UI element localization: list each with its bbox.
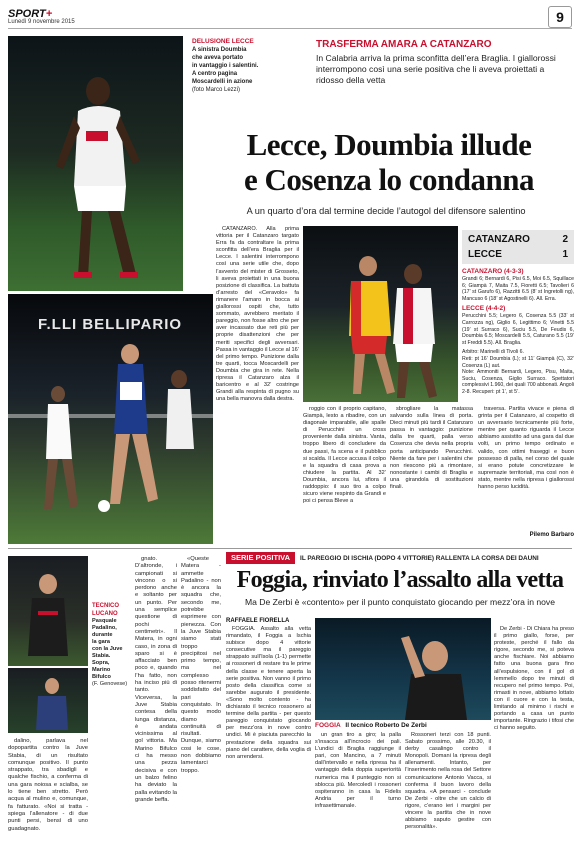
band-label: SERIE POSITIVA [226, 552, 295, 564]
team-score: 1 [562, 249, 568, 260]
column-text: dalino, parlava nel dopopartita contro la Juve Stabia, di un risultato comunque positivo. Il punto strappato, tra sbadigli e qualche fischio, a conferma di una gara noiosa e scialba, se lo tiene ben stretto. Però acqua al mulino e, comunque, fa fatturato. «Noi si tratta - spiega l’allenatore - di due punti persi, bensì di uno guadagnato. [8, 738, 88, 832]
caption-credit: (F. Genovese) [92, 681, 128, 687]
article-column [181, 556, 221, 836]
photo-bifulco [8, 668, 88, 733]
column-text: gnato. D’altronde, i campionati si vincono o si perdono anche e soltanto per un punto. Per una semplice questione di pochi centimetri». Il Matera, in ogni caso, in zona di sparo si è affacciato ben poco e, quando l’ha fatto, non ha inciso più di tanto. Viceversa, la Juve Stabia contesa della lunga distanza, è andata vicinissima al gol vittoria. Ma Marino Bifulco ci ha messo una pezza decisiva e con un balzo felino ha deviato la palla evitando la grande beffa. [135, 556, 177, 803]
article-subhead: Ma De Zerbi è «contento» per il punto conquistato giocando per mezz’ora in nove [244, 597, 556, 607]
column-text: De Zerbi - Di Chiara ha preso il primo giallo, forse, per proteste, perché il fallo da rigore, secondo me, si poteva anche fischiare. Noi abbiamo fatto una buona gara fino all’espulsione, con il gol di Iemmello dopo tre minuti di recupero nel primo tempo. Poi, rimasti in nove, abbiamo lottato con il cuore e con la testa, limitando al minimo i rischi e portando a casa un punto importante. Ringrazio i tifosi che ci hanno seguito. [494, 626, 574, 732]
section-band [226, 552, 574, 564]
lineup-title: LECCE (4-4-2) [462, 305, 506, 313]
column-text: sbrogliare la matassa salvando sulla linea di porta. Dieci minuti più tardi il Catanzaro passa in vantaggio: punizione dalla tre quarti, palla verso Cosenza che devia nella propria porta anticipando Perucchini. Niente da fare per i salentini che non riescono più a rimontare, nonostante i cambi di Braglia e una girandola di sostituzioni finali. [390, 406, 473, 491]
caption-line: la gara [92, 639, 111, 645]
column-text: un gran tiro a giro; la palla s’insacca all’incrocio dei pali. L’undici di Braglia raggiunge il pari, con Mancino, a 7 minuti dall’intervallo e nella ripresa ha il vantaggio della doppia superiorità numerica ma il punteggio non si sblocca più. Mercoledì i rossoneri ospiteranno in casa la Fidelis Andria per il turno infrasettimanale. [315, 732, 401, 809]
photo-caption-top [192, 38, 312, 94]
band-text: IL PAREGGIO DI ISCHIA (DOPO 4 VITTORIE) RALLENTA LA CORSA DEI DAUNI [300, 554, 539, 562]
photo-duel [303, 226, 458, 402]
article-kicker: TRASFERMA AMARA A CATANZARO [316, 39, 492, 50]
team-name: LECCE [468, 249, 502, 260]
article-headline: e Cosenza lo condanna [243, 162, 535, 197]
section-logo: SPORT+ [8, 8, 53, 20]
caption-line: A sinistra Doumbia [192, 47, 247, 53]
photo-caption-juve [92, 602, 132, 688]
article-column [8, 738, 88, 836]
article-column [135, 556, 177, 836]
caption-line: Stabia. [92, 653, 111, 659]
scoreboard-row [462, 230, 574, 247]
photo-padalino [8, 556, 88, 666]
caption-line: A centro pagina [192, 71, 238, 77]
caption-line: Sopra, [92, 660, 110, 666]
caption-line: Padalino, [92, 625, 117, 631]
stadium-board: F.LLI BELLIPARIO [38, 316, 183, 333]
caption-line: durante [92, 632, 113, 638]
referee: Arbitro: Marinelli di Tivoli 6. [462, 349, 524, 356]
match-report-box [462, 268, 574, 402]
section-divider [8, 548, 572, 549]
team-score: 2 [562, 234, 568, 245]
goals: Reti: pt 16’ Doumbia (L); st 11’ Giampà (C), 32’ Cosenza (L) aut. [462, 355, 574, 369]
column-text: roggio con il proprio capitano, Giampà, lesto a ribadire, con un diagonale imparabile, alle spalle di Perucchini un cross proveniente dalla sinistra. Vanta, troppo libero di concludere da due passi, fa scena e il pubblico si scalda. Il Lecce accusa il colpo e la squadra di casa prova a chiudere la partita. Al 32’ Doumbia, ancora lui, sfiora il raddoppio: il suo tiro a colpo sicuro viene respinto da Grandi e poi ci pensa Bleve a [303, 406, 386, 505]
column-text: Rossoneri terzi con 18 punti. Sabato prossimo, alle 20.30, il derby casalingo contro il Monopoli. Domani la ripresa degli allenamenti. Intanto, per l’inserimento nella rosa del Settore comunicazione Antonio Vacca, si conferma il buon lavoro della squadra. «A pensarci - conclude De Zerbi - oltre che un calcio di rigore, c’erano ieri i margini per vincere la partita che in nove abbiamo saputo gestire con personalità». [405, 732, 491, 831]
column-text: «Queste Matera - ammette Padalino - non è ancora la squadra che, secondo me, potrebbe esprimere con pienezza. Con la Juve Stabia siamo stati troppo precipitosi nel primo tempo, ma nel complesso posso ritenermi soddisfatto del pari conquistato. In questo modo diamo continuità di risultati. Dunque, siamo cosi le cose, non dobbiamo lamentarci troppo. [181, 556, 221, 774]
caption-line: Marino [92, 667, 111, 673]
caption-title: FOGGIA [315, 722, 341, 729]
lineup-text: Grandi 6; Bernardi 6, Pisi 6.5, Moi 6.5, Squillace 6; Giampà 7, Maita 7.5, Fioretti 6.5; Tavolieri 6 (17’ st Garufo 6), Razzitti 6.5 (8’ st Ingretolli ng), Mancuso 6 (18’ st Agostinelli 6). All. Erra. [462, 276, 574, 302]
article-column [478, 406, 574, 528]
column-text: traversa. Partita vivace e piena di grinta per il Catanzaro, al cospetto di un avversario tecnicamente più forte, mentre per quanto riguarda il Lecce abbiamo assistito ad una gara dal due volti, un primo tempo ordinato e valido, con ottimi fraseggi e buon possesso di palla, nel corso del quale si erano potute concretizzare le supremazie territoriali, ma così non è stato, mentre nella ripresa i giallorossi hanno perso lucidità. [478, 406, 574, 491]
caption-line: Moscardelli in azione [192, 79, 253, 85]
caption-text: Il tecnico Roberto De Zerbi [345, 722, 427, 729]
article-author: RAFFAELE FIORELLA [226, 618, 290, 624]
caption-line: in vantaggio i salentini. [192, 63, 259, 69]
article-column [494, 626, 574, 836]
scoreboard-row [462, 247, 574, 262]
article-column [303, 406, 386, 542]
lineup-text: Perucchini 5.5; Legero 6, Cosenza 5.5 (33’ st Carrozza ng), Giglio 6, Legittimo 6; Vinetti 5.5 (19’ st Surraco 6), Suciu 5.5, De Feudis 6, Doumbia 6.5; Moscardelli 5.5, Caturano 5.5 (19’ st Freddi 5.5). All. Braglia. [462, 313, 574, 346]
scoreboard [462, 230, 574, 264]
article-headline: Lecce, Doumbia illude [246, 127, 532, 162]
photo-caption-foggia [315, 722, 491, 730]
issue-date: Lunedì 9 novembre 2015 [8, 19, 75, 25]
notes: Note: Ammoniti Bernardi, Legero, Pisu, Maita, Suciu, Cosenza, Giglio Surraco. Spettatori complessivi 1.960, dei quali 700 abbonati. Angoli 2-8. Recuperi: pt 1’, st 5’. [462, 369, 574, 395]
lineup-title: CATANZARO (4-3-3) [462, 268, 524, 275]
article-column [216, 226, 299, 542]
photo-moscardelli [8, 294, 213, 544]
article-column [390, 406, 473, 542]
page-number: 9 [548, 6, 572, 28]
caption-line: Bifulco [92, 674, 111, 680]
caption-credit: (foto Marco Lezzi) [192, 87, 241, 93]
photo-doumbia [8, 36, 183, 291]
article-deck: In Calabria arriva la prima sconfitta dell’era Braglia. I giallorossi interrompono così una serie positiva che li aveva proiettati a ridosso della vetta [316, 53, 556, 85]
article-subhead: A un quarto d’ora dal termine decide l’autogol del difensore salentino [246, 206, 526, 216]
article-author: Pilemo Barbaro [529, 532, 574, 538]
column-text: CATANZARO. Alla prima vittoria per il Catanzaro targato Erra fa da contraltare la prima sconfitta dell’era Braglia per il Lecce. I salentini interrompono così una serie utile che, dopo l’avvento del mister di Grosseto, li aveva proiettati in una buona posizione di classifica. La battuta d’arresto del «Ceravolo» fa rimanere l’amaro in bocca ai giallorossi ospiti che, tutto sommato, avrebbero meritato il pareggio, non fosse altro che per aver incassato due reti più per proprie disattenzioni che per meriti specifici degli avversari. Passa in vantaggio il Lecce al 16’ del primo tempo. Punizione dalla tre quarti, tocca Moscardelli per Doumbia che gira in rete. Nella ripresa il Catanzaro alza il baricentro e al 32’ costringe Grandi alla respinta di pugno su una bella manovra dalla destra. [216, 226, 299, 403]
header-divider [8, 28, 572, 29]
photo-de-zerbi [315, 618, 491, 720]
article-column [226, 626, 311, 836]
caption-title: DELUSIONE LECCE [192, 38, 254, 45]
article-headline: Foggia, rinviato l’assalto alla vetta [236, 567, 564, 593]
column-text: FOGGIA. Assalto alla vetta rimandato, il Foggia a Ischia subisce dopo 4 vittorie consecutive ma il pareggio strappato sull’Isola (1-1) permette ai rossoneri di restare tra le prime della classe e tenere aperta la serie positiva. Non vanno il primo posto della classifica come si sarebbe augurato il presidente. «Sono molto contento - ha dichiarato il tecnico rossonero al termine della partita - per questo pareggio conquistato giocando per mezz’ora in nove contro undici. Mi è piaciuta parecchio la prestazione della squadra sul piano del carattere, della voglia di non arrendersi. [226, 626, 311, 760]
team-name: CATANZARO [468, 234, 530, 245]
article-column [405, 732, 491, 836]
article-column [315, 732, 401, 836]
caption-line: che aveva portato [192, 55, 244, 61]
caption-line: con la Juve [92, 646, 123, 652]
caption-line: Pasquale [92, 618, 117, 624]
caption-title: TECNICO LUCANO [92, 603, 119, 617]
